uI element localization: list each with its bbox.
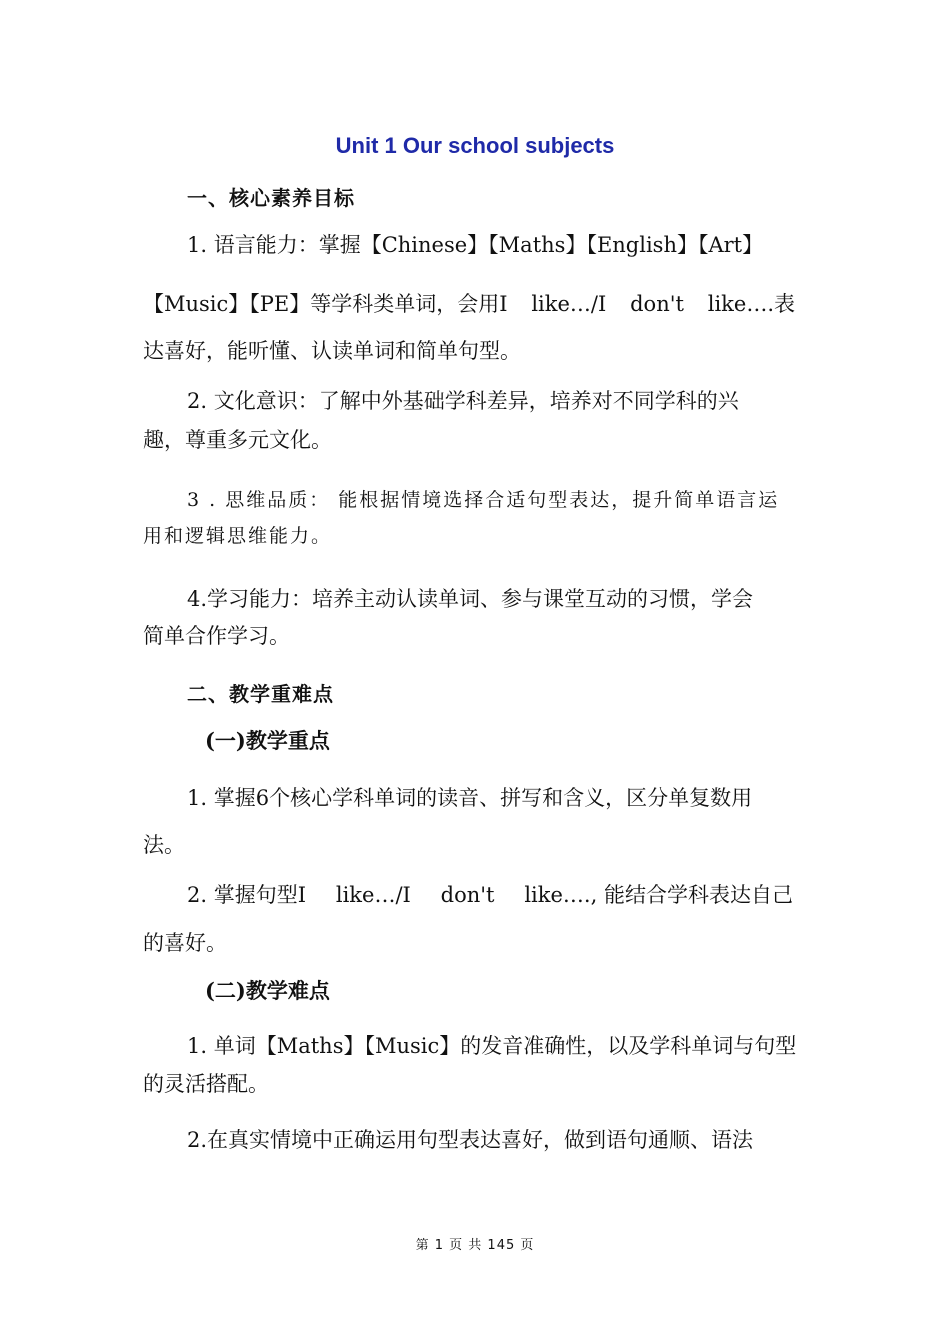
key-point-2-line-2: 的喜好。 <box>143 931 227 955</box>
section-heading-key-points: 二、教学重难点 <box>187 682 334 706</box>
document-title: Unit 1 Our school subjects <box>335 133 615 158</box>
difficult-point-2-line-1: 2.在真实情境中正确运用句型表达喜好，做到语句通顺、语法 <box>187 1128 754 1152</box>
section-heading-core-goals: 一、核心素养目标 <box>187 186 355 210</box>
goal-1-line-3: 达喜好，能听懂、认读单词和简单句型。 <box>143 339 521 363</box>
difficult-point-1-line-1: 1. 单词【Maths】【Music】的发音准确性，以及学科单词与句型 <box>187 1034 797 1058</box>
key-point-2-line-1 <box>187 881 793 909</box>
key-point-1-line-2: 法。 <box>143 833 185 857</box>
goal-1-line-2-part: don't <box>630 292 684 316</box>
goal-4-line-2: 简单合作学习。 <box>143 624 290 648</box>
goal-2-line-1: 2. 文化意识：了解中外基础学科差异，培养对不同学科的兴 <box>187 389 739 413</box>
key-point-2-line-1-part: like…/I <box>335 883 411 907</box>
goal-1-line-2 <box>143 290 795 318</box>
difficult-point-1-line-2: 的灵活搭配。 <box>143 1072 269 1096</box>
key-point-1-line-1: 1. 掌握6个核心学科单词的读音、拼写和含义，区分单复数用 <box>187 786 753 810</box>
subheading-key-points: (一)教学重点 <box>205 728 330 753</box>
goal-2-line-2: 趣，尊重多元文化。 <box>143 428 332 452</box>
goal-1-line-1: 1. 语言能力：掌握【Chinese】【Maths】【English】【Art】 <box>187 233 764 257</box>
goal-1-line-2-part: 【Music】【PE】等学科类单词，会用I <box>143 292 508 316</box>
goal-3-line-1: 3 . 思维品质： 能根据情境选择合适句型表达，提升简单语言运 <box>187 489 780 511</box>
subheading-difficult-points: (二)教学难点 <box>205 978 330 1003</box>
key-point-2-line-1-part: 2. 掌握句型I <box>187 883 307 907</box>
goal-3-line-2: 用和逻辑思维能力。 <box>143 525 333 547</box>
page-footer: 第 1 页 共 145 页 <box>415 1238 535 1253</box>
key-point-2-line-1-part: like…., 能结合学科表达自己 <box>524 883 793 907</box>
goal-1-line-2-part: like….表 <box>707 292 795 316</box>
goal-4-line-1: 4.学习能力：培养主动认读单词、参与课堂互动的习惯，学会 <box>187 587 754 611</box>
key-point-2-line-1-part: don't <box>440 883 495 907</box>
goal-1-line-2-part: like…/I <box>531 292 607 316</box>
